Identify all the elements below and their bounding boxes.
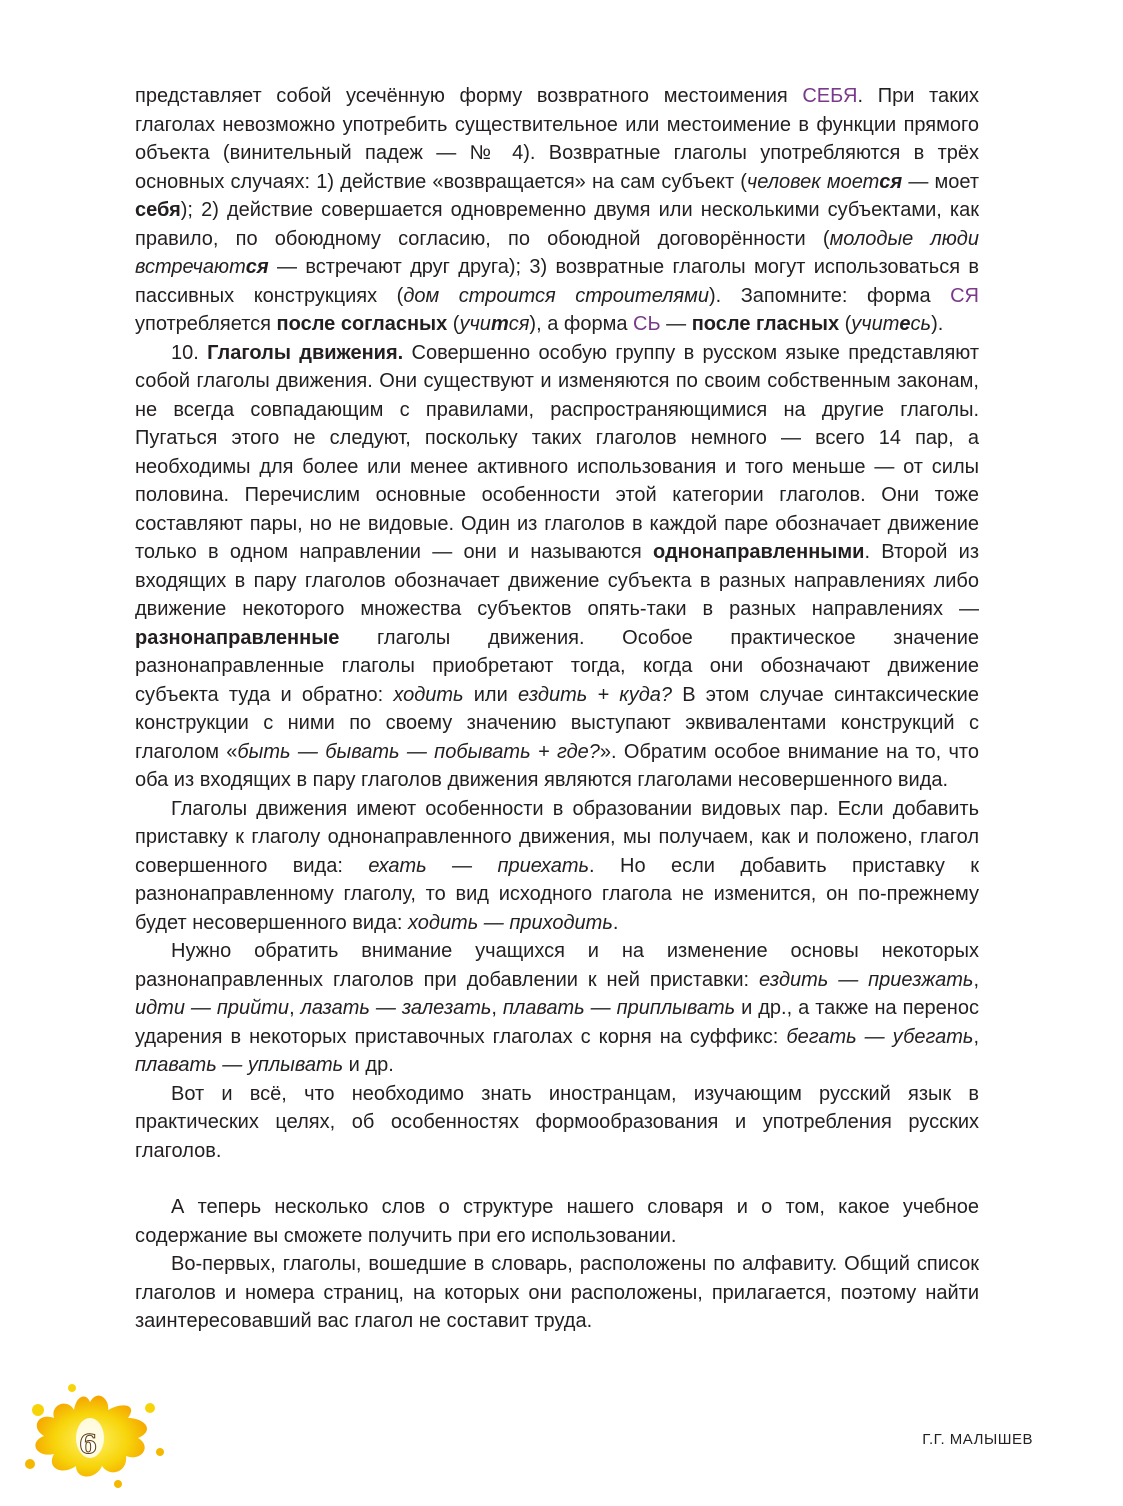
example-italic: идти — прийти bbox=[135, 997, 290, 1019]
text-span: ). bbox=[931, 313, 944, 335]
example-italic: плавать — приплывать bbox=[502, 997, 736, 1019]
example-italic: бегать — убегать bbox=[786, 1025, 974, 1048]
text-span: . bbox=[612, 911, 619, 934]
section-heading: Глаголы движения. bbox=[207, 341, 404, 364]
example-bold-letter: е bbox=[899, 313, 911, 335]
page-number: 6 bbox=[78, 1430, 98, 1460]
example-italic: лазать — залезать bbox=[300, 997, 492, 1019]
text-span: ( bbox=[839, 313, 852, 335]
text-span: , bbox=[973, 968, 979, 991]
paragraph-dictionary-intro: А теперь несколько слов о структуре нашего словаря и о том, какое учебное содержание вы сможете получить при его использовании. bbox=[135, 1196, 979, 1247]
text-span: ). Запомните: форма bbox=[708, 284, 951, 307]
text-span: и др. bbox=[343, 1054, 394, 1076]
example-italic: ездить + куда? bbox=[517, 683, 673, 706]
text-span: представляет собой усечённую форму возвратного местоимения bbox=[135, 85, 803, 107]
text-span: ». Обратим особое внимание на то, что оба из входящих в пару глаголов движения являются глаголами несовершенного вида. bbox=[135, 740, 979, 791]
paragraph-stem-changes bbox=[135, 937, 979, 1080]
text-span: , bbox=[289, 997, 301, 1019]
bold-term: себя bbox=[135, 199, 181, 221]
example-italic: плавать — уплывать bbox=[135, 1054, 344, 1076]
text-span: — моет bbox=[902, 170, 979, 193]
paragraph-aspect-pairs bbox=[135, 795, 979, 938]
text-span: , bbox=[973, 1025, 979, 1048]
example-italic: сь bbox=[910, 313, 932, 335]
example-bold-suffix: ся bbox=[879, 170, 903, 193]
example-italic: ехать — приехать bbox=[368, 854, 590, 877]
text-span: Совершенно особую группу в русском языке представляют собой глаголы движения. Они существуют и изменяются по своим собственным законам, не всегда совпадающим с правилами, распространяющимися на другие глаголы. Пугаться этого не следуют, поскольку таких глаголов немного — всего 14 пар, а необходимы для более или менее активного использования и того меньше — от силы половина. Перечислим основные особенности этой категории глаголов. Они тоже составляют пары, но не видовые. Один из глаголов в каждой паре обозначает движение только в одном направлении — они и называются bbox=[135, 341, 980, 563]
example-italic: учи bbox=[459, 313, 491, 335]
example-italic: дом строится строителями bbox=[403, 284, 709, 307]
text-span: Нужно обратить внимание учащихся и на изменение основы некоторых разнонаправленных глаголов при добавлении к ней приставки: bbox=[135, 940, 979, 991]
text-span: . Второй из входящих в пару глаголов обозначает движение субъекта в разных направлениях либо движение некоторого множества субъектов опять-таки в разных направлениях — bbox=[135, 541, 979, 620]
footer-author: Г.Г. МАЛЫШЕВ bbox=[922, 1431, 1033, 1448]
section-number: 10. bbox=[171, 341, 208, 364]
text-span: ( bbox=[447, 313, 460, 335]
highlight-sya: СЯ bbox=[950, 284, 979, 307]
text-span: — bbox=[660, 313, 692, 335]
example-italic: ходить — приходить bbox=[407, 911, 613, 934]
paragraph-alphabetical: Во-первых, глаголы, вошедшие в словарь, расположены по алфавиту. Общий список глаголов и номера страниц, на которых они расположены, прилагается, поэтому найти заинтересовавший вас глагол не составит труда. bbox=[135, 1253, 979, 1332]
text-span: . Но если добавить приставку к разнонаправленному глаголу, то вид исходного глагола не изменится, он по-прежнему будет несовершенного вида: bbox=[135, 854, 979, 934]
example-italic: учит bbox=[851, 313, 900, 335]
text-span: , bbox=[491, 997, 503, 1019]
example-bold-suffix: ся bbox=[245, 256, 269, 278]
example-italic: быть — бывать — побывать + где? bbox=[237, 740, 600, 763]
paragraph-motion-verbs bbox=[135, 339, 979, 795]
example-bold-letter: т bbox=[490, 313, 509, 335]
paragraph-summary: Вот и всё, что необходимо знать иностранцам, изучающим русский язык в практических целях, об особенностях формообразования и употребления русских глаголов. bbox=[135, 1082, 979, 1162]
example-italic: ся bbox=[508, 313, 530, 335]
text-span: . При таких глаголах невозможно употребить существительное или местоимение в функции прямого объекта (винительный падеж — № 4). Возвратные глаголы употребляются в трёх основных случаях: 1) действие «возвращается» на сам субъект ( bbox=[135, 85, 979, 193]
text-span: или bbox=[463, 683, 518, 706]
paragraph-gap bbox=[135, 1165, 979, 1193]
text-span: ), а форма bbox=[529, 313, 634, 335]
bold-term: разнонаправленные bbox=[135, 626, 340, 649]
paragraph-reflexive-verbs bbox=[135, 82, 979, 339]
highlight-sebya: СЕБЯ bbox=[802, 85, 858, 107]
text-span: В этом случае синтаксические конструкции с ними по своему значению выступают эквивалентами конструкций с глаголом « bbox=[135, 683, 979, 763]
text-span: и др., а также на перенос ударения в некоторых приставочных глаголах с корня на суффикс: bbox=[135, 997, 979, 1048]
example-italic: человек моет bbox=[746, 170, 880, 193]
example-italic: ходить bbox=[393, 683, 464, 706]
text-span: Глаголы движения имеют особенности в образовании видовых пар. Если добавить приставку к глаголу однонаправленного движения, мы получаем, как и положено, глагол совершенного вида: bbox=[135, 797, 979, 877]
main-text bbox=[135, 82, 979, 1336]
bold-term: после согласных bbox=[276, 313, 448, 335]
highlight-s-soft: СЬ bbox=[633, 313, 661, 335]
example-italic: ездить — приезжать bbox=[759, 968, 974, 991]
text-span: ); 2) действие совершается одновременно двумя или несколькими субъектами, как правило, по обоюдному согласию, по обоюдной договорённости ( bbox=[135, 199, 979, 250]
text-span: — встречают друг друга); 3) возвратные глаголы могут использоваться в пассивных конструкциях ( bbox=[135, 256, 979, 307]
bold-term: однонаправленными bbox=[652, 541, 865, 563]
example-italic: молодые люди встречают bbox=[135, 227, 979, 278]
bold-term: после гласных bbox=[691, 313, 840, 335]
text-span: глаголы движения. Особое практическое значение разнонаправленные глаголы приобретают тогда, когда они обозначают движение субъекта туда и обратно: bbox=[135, 626, 979, 706]
text-span: употребляется bbox=[135, 313, 277, 335]
